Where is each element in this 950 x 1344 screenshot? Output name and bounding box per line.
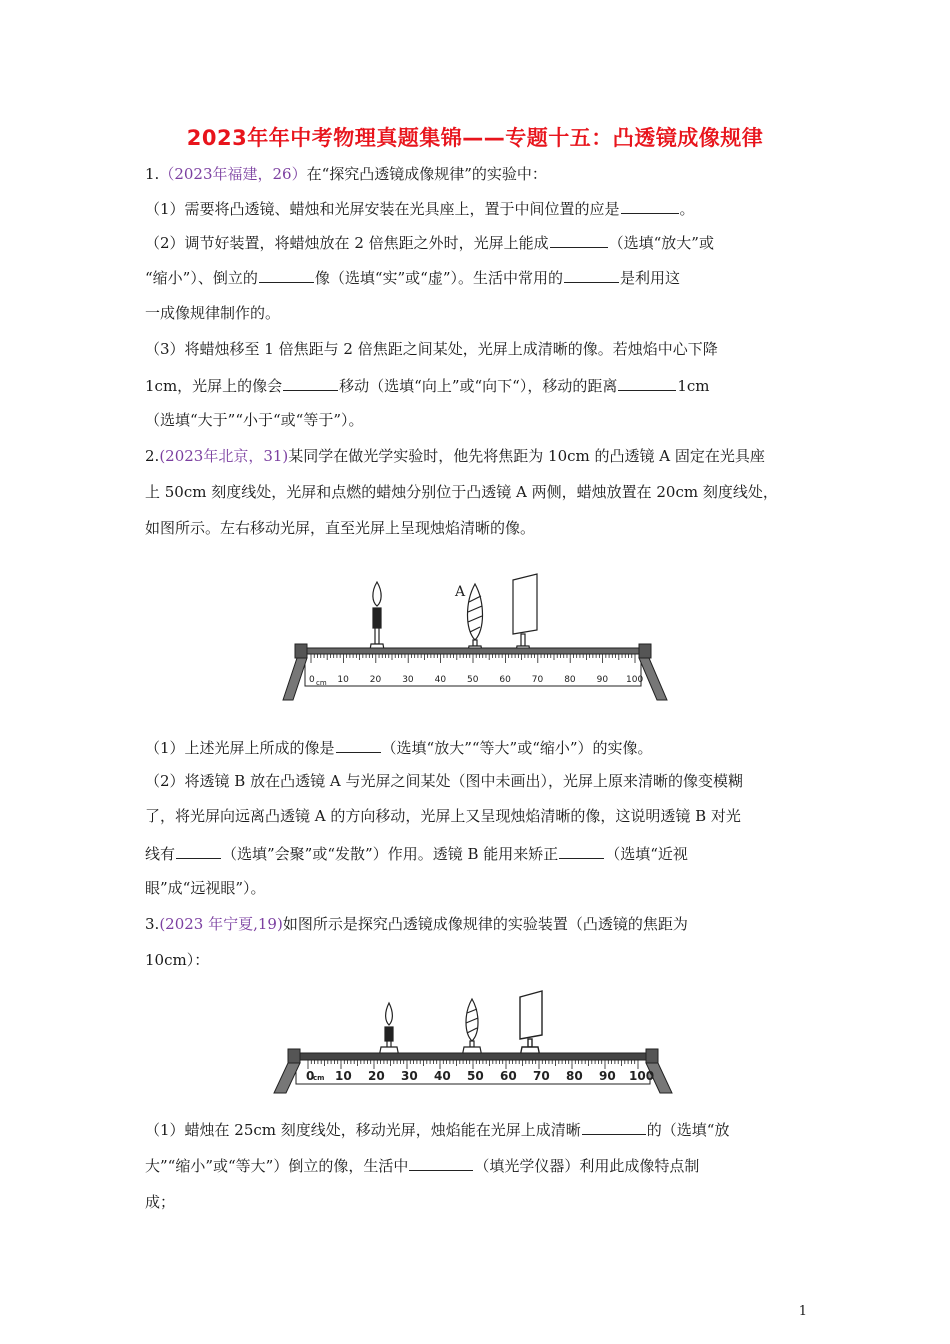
q1-part1: （1）需要将凸透镜、蜡烛和光屏安装在光具座上，置于中间位置的应是 。 — [145, 200, 695, 218]
ruler-label: 20 — [368, 1069, 385, 1083]
page-number: 1 — [798, 1304, 807, 1319]
q3-stem-line2: 10cm）： — [145, 951, 210, 969]
q2-part2-line2: 了，将光屏向远离凸透镜 A 的方向移动，光屏上又呈现烛焰清晰的像，这说明透镜 B 对光 — [145, 807, 741, 825]
q2-stem-line2: 上 50cm 刻度线处，光屏和点燃的蜡烛分别位于凸透镜 A 两侧，蜡烛放置在 20cm 刻度线处， — [145, 483, 778, 501]
q3-part1-line3: 成； — [145, 1193, 176, 1211]
ruler-label: 40 — [434, 1069, 451, 1083]
convex-lens-icon — [462, 999, 482, 1057]
q1-part3-line1: （3）将蜡烛移至 1 倍焦距与 2 倍焦距之间某处，光屏上成清晰的像。若烛焰中心下降 — [145, 340, 718, 358]
ruler-label: 70 — [531, 675, 544, 685]
ruler-label: 10 — [337, 675, 349, 685]
convex-lens-icon — [467, 584, 483, 656]
ruler-unit: cm — [316, 679, 327, 687]
ruler-label: 50 — [467, 1069, 484, 1083]
answer-blank[interactable] — [283, 375, 338, 391]
ruler-label: 60 — [499, 675, 511, 685]
answer-blank[interactable] — [582, 1119, 646, 1135]
q1-stem: 1.（2023年福建，26）在“探究凸透镜成像规律”的实验中： — [145, 165, 547, 183]
ruler-label: 100 — [629, 1069, 655, 1083]
q1-source: （2023年福建，26） — [159, 165, 307, 183]
q2-part2-line3: 线有 （选填”会聚”或“发散”）作用。透镜 B 能用来矫正 （选填“近视 — [145, 845, 688, 863]
ruler-label: 60 — [500, 1069, 517, 1083]
answer-blank[interactable] — [621, 198, 679, 214]
ruler-label: 90 — [599, 1069, 616, 1083]
ruler-label: 40 — [434, 675, 447, 685]
answer-blank[interactable] — [176, 843, 221, 859]
q1-part2-line3: 一成像规律制作的。 — [145, 304, 281, 322]
answer-blank[interactable] — [336, 737, 381, 753]
answer-blank[interactable] — [550, 232, 608, 248]
q1-part3-line2: 1cm，光屏上的像会 移动（选填“向上”或“向下“），移动的距离 1cm — [145, 377, 710, 395]
candle-icon — [379, 1003, 399, 1057]
q2-stem-line3: 如图所示。左右移动光屏，直至光屏上呈现烛焰清晰的像。 — [145, 519, 536, 537]
ruler-label: 90 — [596, 675, 609, 685]
q3-stem-line1: 3.(2023 年宁夏,19)如图所示是探究凸透镜成像规律的实验装置（凸透镜的焦距为 — [145, 915, 688, 933]
q1-part2-line1: （2）调节好装置，将蜡烛放在 2 倍焦距之外时，光屏上能成 （选填“放大”或 — [145, 234, 714, 252]
answer-blank[interactable] — [559, 843, 604, 859]
answer-blank[interactable] — [564, 267, 619, 283]
answer-blank[interactable] — [259, 267, 314, 283]
light-screen-icon — [520, 991, 542, 1057]
optical-bench-figure-2 — [268, 985, 678, 1097]
ruler-label: 50 — [467, 675, 479, 685]
q1-part3-line3: （选填“大于”“小于“或“等于”）。 — [145, 411, 364, 429]
page-title: 2023年年中考物理真题集锦——专题十五：凸透镜成像规律 — [186, 126, 764, 150]
answer-blank[interactable] — [409, 1155, 473, 1171]
q2-stem-line1: 2.(2023年北京，31)某同学在做光学实验时，他先将焦距为 10cm 的凸透镜 A 固定在光具座 — [145, 447, 765, 465]
ruler-label: 0 — [306, 1069, 315, 1083]
light-screen-icon — [513, 574, 537, 656]
ruler-label: 100 — [626, 675, 644, 685]
candle-icon — [369, 582, 385, 656]
answer-blank[interactable] — [618, 375, 676, 391]
q2-part2-line1: （2）将透镜 B 放在凸透镜 A 与光屏之间某处（图中未画出），光屏上原来清晰的像变模糊 — [145, 772, 743, 790]
q2-source: (2023年北京，31) — [159, 447, 289, 465]
ruler-label: 80 — [564, 675, 576, 685]
ruler-label: 0 — [309, 675, 315, 685]
ruler-label: 30 — [401, 1069, 418, 1083]
q3-part1-line1: （1）蜡烛在 25cm 刻度线处，移动光屏，烛焰能在光屏上成清晰 的（选填“放 — [145, 1121, 730, 1139]
ruler-label: 70 — [533, 1069, 550, 1083]
q3-source: (2023 年宁夏,19) — [159, 915, 283, 933]
ruler-unit: cm — [313, 1074, 325, 1082]
q3-part1-line2: 大”“缩小”或“等大”）倒立的像，生活中 （填光学仪器）利用此成像特点制 — [145, 1157, 700, 1175]
optical-bench-figure-1 — [275, 572, 675, 706]
q1-part2-line2: “缩小”）、倒立的 像（选填“实”或“虚”）。生活中常用的 是利用这 — [145, 269, 681, 287]
q2-part1: （1）上述光屏上所成的像是 （选填“放大”“等大”或“缩小”）的实像。 — [145, 739, 653, 757]
ruler-label: 80 — [566, 1069, 583, 1083]
ruler-label: 20 — [369, 675, 382, 685]
ruler-label: 30 — [402, 675, 414, 685]
ruler-label: 10 — [335, 1069, 352, 1083]
lens-label: A — [455, 584, 466, 600]
q2-part2-line4: 眼”成“远视眼”）。 — [145, 879, 266, 897]
optical-rail — [283, 644, 667, 700]
optical-rail — [274, 1049, 672, 1093]
